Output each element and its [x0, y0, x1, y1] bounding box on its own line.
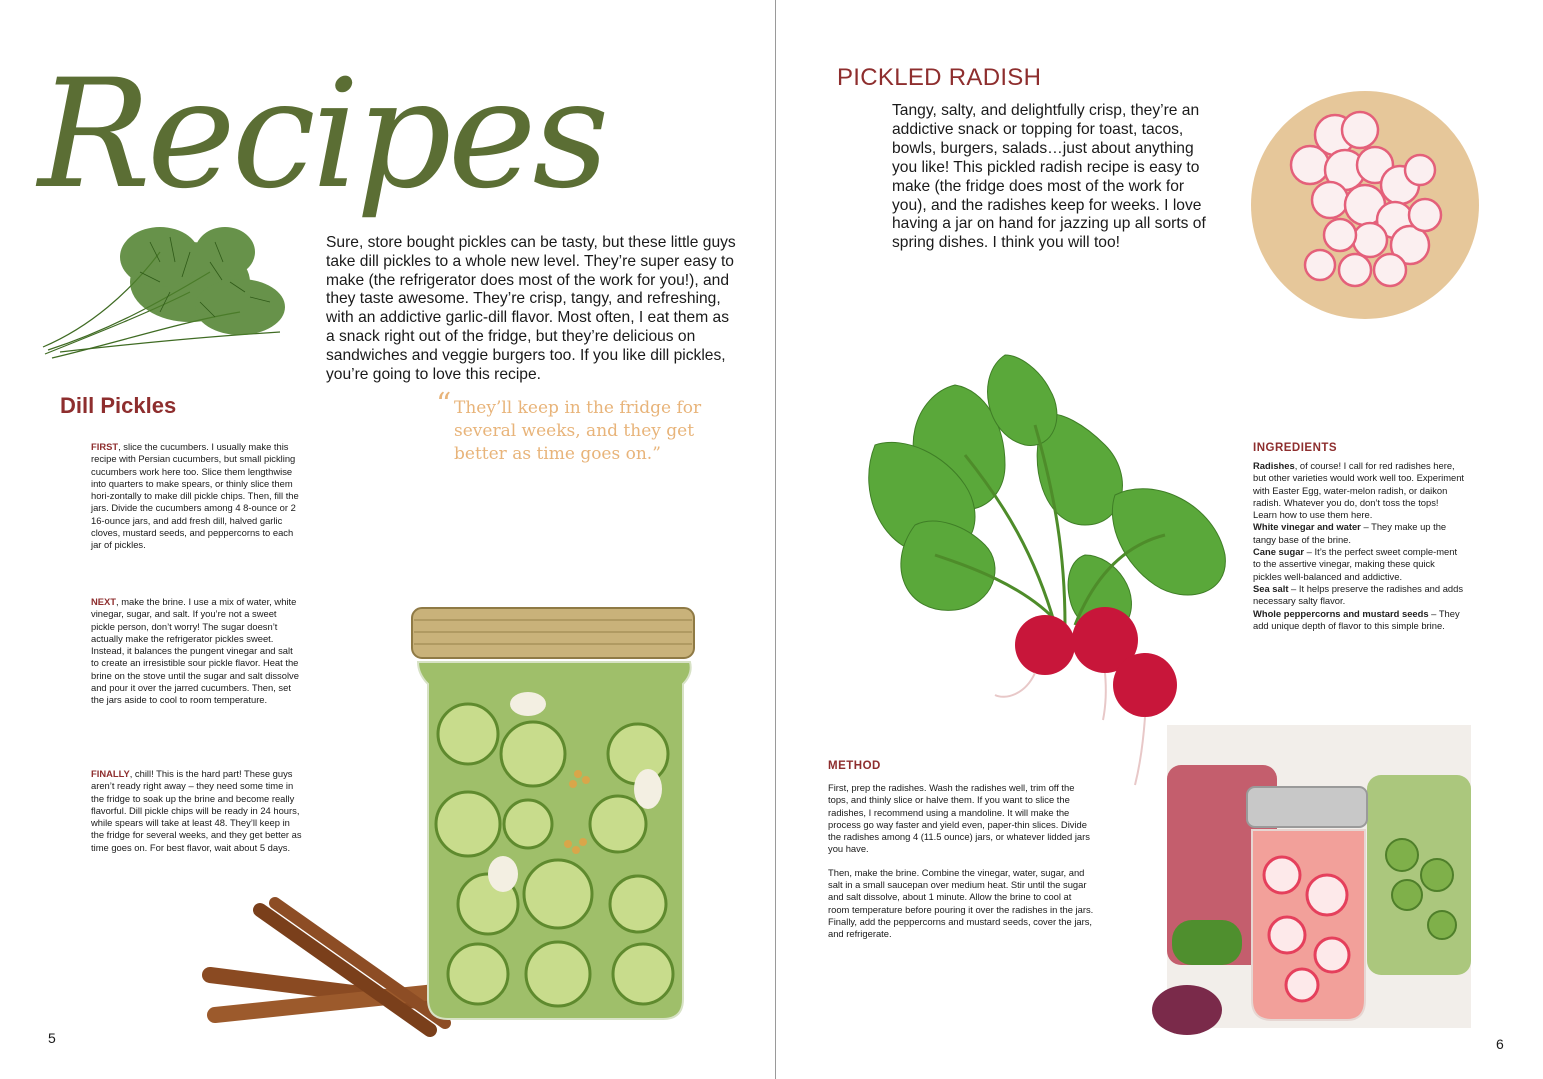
ingredient-item	[1253, 546, 1465, 583]
ingredient-name: Sea salt	[1253, 582, 1289, 594]
step-text: , make the brine. I use a mix of water, white vinegar, sugar, and salt. If you’re not a sweet pickle person, don’t worry! The sugar doesn’t actually make the refrigerator pickles sweet. Instead, it balances the pungent vinegar and salt to create an irresistible sour pickle flavor. Heat the brine on the stove until the sugar and salt dissolve and pour it over the jarred cucumbers. Then, set the jars aside to cool to room temperature.	[91, 596, 299, 706]
ingredient-desc: – It’s the perfect sweet comple-ment to the assertive vinegar, making these quick pickles well-balanced and addictive.	[1253, 546, 1458, 582]
page-spine-divider	[775, 0, 776, 1079]
pickle-jar-image	[408, 604, 698, 1024]
method-paragraph: First, prep the radishes. Wash the radishes well, trim off the tops, and thinly slice or halve them. If you want to slice the radishes, I recommend using a mandoline. It will make the process go way faster and yield even, paper-thin slices. Divide the radishes among 4 (11.5 ounce) jars, or whatever lidded jars you have.	[828, 782, 1090, 855]
ingredient-desc: – It helps preserve the radishes and adds necessary salty flavor.	[1253, 582, 1464, 607]
pickled-radish-jars-photo	[1167, 725, 1471, 1028]
dill-intro-paragraph: Sure, store bought pickles can be tasty, but these little guys take dill pickles to a whole new level. They’re super easy to make (the refrigerator does most of the work for you!), and they taste awesome. They’re crisp, tangy, and refreshing, with an addictive garlic-dill flavor. Most often, I eat them as a snack right out of the fridge, but they’re delicious on sandwiches and veggie burgers too. If you like dill pickles, you’re going to love this recipe.	[326, 234, 736, 383]
page-number-left: 5	[48, 1030, 56, 1046]
pull-quote-body: They’ll keep in the fridge for several weeks, and they get better as time goes on.	[454, 398, 702, 464]
ingredient-item	[1253, 460, 1465, 521]
ingredient-name: Radishes	[1253, 460, 1295, 471]
step-text: , chill! This is the hard part! These guys aren’t ready right away – they need some time in the fridge to soak up the brine and become really flavorful. Dill pickle chips will be ready in 24 hours, while spears will take at least 48. They’ll keep in the fridge for several weeks, and they get better as time goes on. For best flavor, wait about 5 days.	[91, 768, 302, 853]
ingredient-item	[1253, 521, 1465, 546]
ingredient-name: Whole peppercorns and mustard seeds	[1253, 607, 1429, 619]
method-paragraph: Then, make the brine. Combine the vinegar, water, sugar, and salt in a small saucepan over medium heat. Stir until the sugar and salt dissolve, about 1 minute. Allow the brine to cool at room temperature before pouring it over the radishes in the jars. Finally, add the peppercorns and mustard seeds, cover the jars, and refrigerate.	[828, 866, 1094, 940]
ingredient-desc: – They make up the tangy base of the brine.	[1253, 521, 1447, 545]
ingredient-name: White vinegar and water	[1253, 521, 1361, 533]
ingredient-desc: – They add unique depth of flavor to this simple brine.	[1253, 607, 1460, 631]
step-keyword: FINALLY	[91, 768, 130, 779]
step-keyword: FIRST	[91, 441, 119, 452]
ingredients-heading: INGREDIENTS	[1253, 442, 1338, 454]
radish-intro-paragraph: Tangy, salty, and delightfully crisp, they’re an addictive snack or topping for toast, tacos, bowls, burgers, salads…just about anything you like! This pickled radish recipe is easy to make (the fridge does most of the work for you), and the radishes keep for weeks. I love having a jar on hand for jazzing up all sorts of spring dishes. I think you will too!	[892, 102, 1206, 252]
dill-image	[40, 212, 290, 362]
step-next	[91, 596, 303, 707]
sliced-radish-board-image	[1250, 90, 1480, 320]
method-heading: METHOD	[828, 760, 881, 772]
pull-quote	[436, 387, 703, 466]
quote-open-mark: “	[436, 387, 452, 422]
pickled-radish-heading: PICKLED RADISH	[837, 64, 1042, 91]
step-text: , slice the cucumbers. I usually make this recipe with Persian cucumbers, but small pickling cucumbers work here too. Slice them lengthwise into quarters to make spears, or thinly slice them hori-zontally to make dill pickle chips. Then, fill the jars. Divide the cucumbers among 4 8-ounce or 2 16-ounce jars, and add fresh dill, halved garlic cloves, mustard seeds, and peppercorns to each jar of pickles.	[91, 441, 299, 551]
ingredient-name: Cane sugar	[1253, 546, 1305, 558]
dill-pickles-heading: Dill Pickles	[60, 393, 177, 418]
pull-quote-text	[438, 397, 703, 466]
method-steps	[828, 782, 1094, 952]
ingredient-item	[1253, 608, 1465, 633]
page-number-right: 6	[1496, 1036, 1504, 1052]
recipes-title: Recipes	[38, 48, 606, 222]
ingredients-list	[1253, 460, 1465, 632]
step-first	[91, 441, 303, 552]
step-keyword: NEXT	[91, 596, 117, 607]
ingredient-item	[1253, 583, 1465, 608]
ingredient-desc: , of course! I call for red radishes here, but other varieties would work well too. Experiment with Easter Egg, water-melon radish, or daikon radish. Whatever you do, don’t toss the tops! Learn how to use them here.	[1253, 460, 1465, 521]
step-finally	[91, 768, 303, 854]
quote-close-mark: ”	[652, 444, 661, 464]
